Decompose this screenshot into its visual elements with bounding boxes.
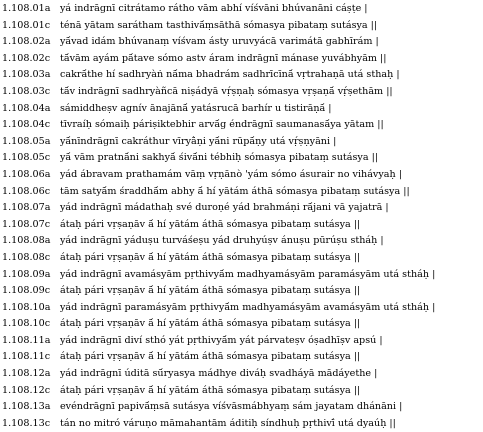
verse-text: átaḥ pári vṛṣaṇāv ā́ hí yātám áthā sómasya pibataṃ sutásya || [60,285,361,297]
verse-text: sámiddheṣv agnív ānajānā́ yatásrucā barhír u tistirāṇā́ | [60,102,332,114]
verse-ref: 1.108.10c [2,318,51,330]
verse-ref: 1.108.03c [2,85,51,97]
verse-ref: 1.108.09a [2,268,51,280]
verse-text: átaḥ pári vṛṣaṇāv ā́ hí yātám áthā sómasya pibataṃ sutásya || [60,251,361,263]
verse-ref: 1.108.12c [2,384,51,396]
verse-text: yád indrāgnī mádathaḥ své duroṇé yád brahmáṇi rā́jani vā yajatrā | [60,202,389,214]
verse-text: evéndrāgnī papivā́ṃsā sutásya víśvāsmábhyaṃ sám jayatam dhánāni | [60,401,403,413]
verse-ref: 1.108.12a [2,368,51,380]
verse-line [2,300,483,317]
verse-line [2,399,483,416]
verse-text: tīvraíḥ sómaiḥ páriṣiktebhir arvā́g éndrāgnī saumanasā́ya yātam || [60,119,384,131]
verse-line [2,200,483,217]
verse-ref: 1.108.11a [2,334,51,346]
verse-ref: 1.108.05c [2,152,51,164]
verse-line [2,366,483,383]
verse-ref: 1.108.08a [2,235,51,247]
verse-list [2,1,483,432]
verse-ref: 1.108.04a [2,102,51,114]
verse-ref: 1.108.07a [2,202,51,214]
verse-line [2,267,483,284]
verse-text: yád indrāgnī diví sthó yát pṛthivyā́m yát párvateṣv óṣadhīṣv apsú | [60,334,383,346]
verse-ref: 1.108.02c [2,52,51,64]
verse-line [2,167,483,184]
verse-line [2,333,483,350]
verse-text: átaḥ pári vṛṣaṇāv ā́ hí yātám áthā sómasya pibataṃ sutásya || [60,384,361,396]
verse-text: yád indrāgnī avamásyām pṛthivyā́m madhyamásyām paramásyām utá stháḥ | [60,268,436,280]
verse-text: yā́vad idám bhúvanaṃ víśvam ásty uruvyácā varimátā gabhīrám | [60,36,379,48]
verse-text: ténā yātam sarátham tasthivā́ṃsāthā sómasya pibataṃ sutásya || [60,19,378,31]
verse-ref: 1.108.08c [2,251,51,263]
verse-text: yád indrāgnī paramásyām pṛthivyā́m madhyamásyām avamásyām utá stháḥ | [60,301,436,313]
verse-text: yád ábravam prathamám vāṃ vṛṇānò 'yám sómo ásurair no vihávyaḥ | [60,168,402,180]
verse-text: tán no mitró váruṇo māmahantām áditiḥ síndhuḥ pṛthivī́ utá dyaúḥ || [60,417,396,429]
verse-line [2,349,483,366]
verse-ref: 1.108.09c [2,285,51,297]
verse-text: yád indrāgnī úditā sū́ryasya mádhye diváḥ svadháyā mādáyethe | [60,368,378,380]
verse-ref: 1.108.03a [2,69,51,81]
verse-line [2,316,483,333]
verse-ref: 1.108.13c [2,417,51,429]
verse-text: cakrā́the hí sadhryàṅ nā́ma bhadrám sadhrīcīnā́ vṛtrahaṇā utá sthaḥ | [60,69,400,81]
verse-ref: 1.108.02a [2,36,51,48]
verse-text: tā́v indrāgnī sadhryàñcā niṣádyā vṛ́ṣṇaḥ sómasya vṛṣaṇā́ vṛ́ṣethām || [60,85,393,97]
verse-line [2,283,483,300]
verse-line [2,18,483,35]
verse-line [2,233,483,250]
verse-text: yád indrāgnī yáduṣu turváśeṣu yád druhyúṣv ánuṣu pūrúṣu stháḥ | [60,235,384,247]
verse-text: átaḥ pári vṛṣaṇāv ā́ hí yātám áthā sómasya pibataṃ sutásya || [60,218,361,230]
verse-ref: 1.108.05a [2,135,51,147]
verse-ref: 1.108.01a [2,3,51,14]
verse-line [2,217,483,234]
verse-text: yā́nīndrāgnī cakráthur vīryā̀ṇi yā́ni rūpā́ṇy utá vṛ́ṣṇyāni | [60,135,337,147]
verse-ref: 1.108.06a [2,168,51,180]
verse-ref: 1.108.10a [2,301,51,313]
verse-ref: 1.108.07c [2,218,51,230]
verse-text: átaḥ pári vṛṣaṇāv ā́ hí yātám áthā sómasya pibataṃ sutásya || [60,351,361,363]
verse-ref: 1.108.04c [2,119,51,131]
verse-line [2,383,483,400]
verse-line [2,101,483,118]
verse-line [2,117,483,134]
verse-ref: 1.108.01c [2,19,51,31]
verse-text: tā́vām ayám pā́tave sómo astv áram indrāgnī mánase yuvábhyām || [60,52,387,64]
verse-ref: 1.108.11c [2,351,51,363]
verse-line [2,134,483,151]
verse-ref: 1.108.06c [2,185,51,197]
verse-line [2,51,483,68]
verse-line [2,84,483,101]
verse-line [2,184,483,201]
verse-text: yá indrāgnī citrátamo rátho vām abhí víśvāni bhúvanāni cáṣṭe | [60,3,368,14]
verse-line [2,150,483,167]
verse-text: tām satyā́m śraddhā́m abhy ā́ hí yātám áthā sómasya pibataṃ sutásya || [60,185,410,197]
verse-line [2,67,483,84]
verse-ref: 1.108.13a [2,401,51,413]
verse-text: yā́ vām pratnā́ni sakhyā́ śivā́ni tébhiḥ sómasya pibataṃ sutásya || [60,152,379,164]
verse-line [2,1,483,18]
verse-line [2,250,483,267]
verse-line [2,34,483,51]
verse-line [2,416,483,432]
verse-text: átaḥ pári vṛṣaṇāv ā́ hí yātám áthā sómasya pibataṃ sutásya || [60,318,361,330]
